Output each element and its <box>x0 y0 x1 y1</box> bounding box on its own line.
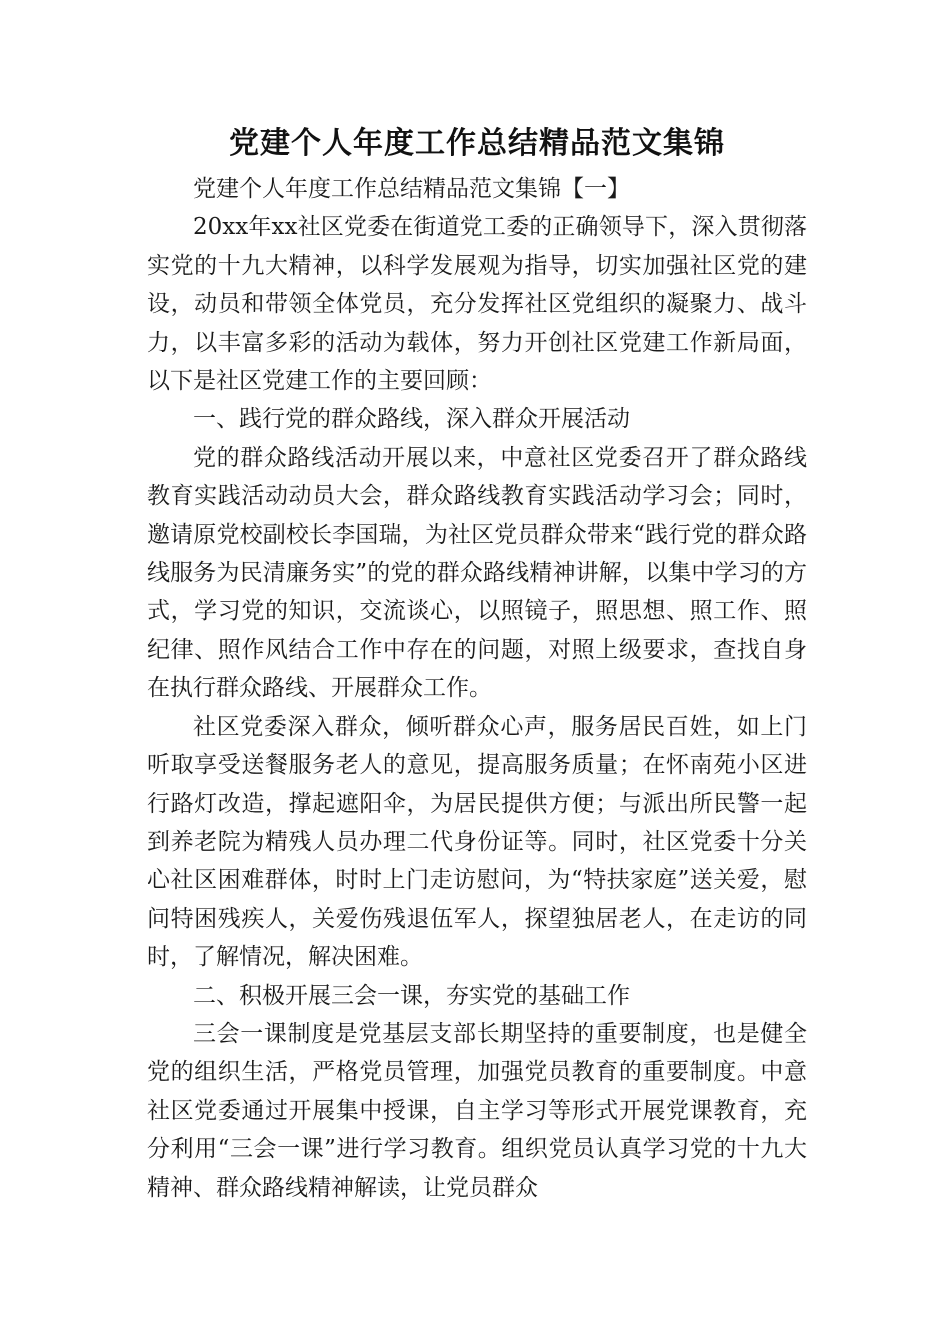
paragraph-intro: 20xx年xx社区党委在街道党工委的正确领导下，深入贯彻落实党的十九大精神，以科学发展观为指导，切实加强社区党的建设，动员和带领全体党员，充分发挥社区党组织的凝聚力、战斗力，以丰富多彩的活动为载体，努力开创社区党建工作新局面，以下是社区党建工作的主要回顾： <box>147 214 807 395</box>
paragraph-heading-two: 二、积极开展三会一课，夯实党的基础工作 <box>193 982 630 1009</box>
paragraph-heading-one: 一、践行党的群众路线，深入群众开展活动 <box>193 406 630 433</box>
paragraph-section-heading: 党建个人年度工作总结精品范文集锦【一】 <box>193 176 630 202</box>
paragraph-community-service: 社区党委深入群众，倾听群众心声，服务居民百姓，如上门听取享受送餐服务老人的意见，提高服务质量；在怀南苑小区进行路灯改造，撑起遮阳伞，为居民提供方便；与派出所民警一起到养老院为精残人员办理二代身份证等。同时，社区党委十分关心社区困难群体，时时上门走访慰问，为“特扶家庭”送关爱，慰问特困残疾人，关爱伤残退伍军人，探望独居老人，在走访的同时，了解情况，解决困难。 <box>147 713 807 971</box>
document-title: 党建个人年度工作总结精品范文集锦 <box>229 126 725 161</box>
paragraph-mass-line-activities: 党的群众路线活动开展以来，中意社区党委召开了群众路线教育实践活动动员大会，群众路线教育实践活动学习会；同时，邀请原党校副校长李国瑞，为社区党员群众带来“践行党的群众路线服务为民清廉务实”的党的群众路线精神讲解，以集中学习的方式，学习党的知识，交流谈心，以照镜子，照思想、照工作、照纪律、照作风结合工作中存在的问题，对照上级要求，查找自身在执行群众路线、开展群众工作。 <box>147 444 807 702</box>
paragraph-three-meetings: 三会一课制度是党基层支部长期坚持的重要制度，也是健全党的组织生活，严格党员管理，加强党员教育的重要制度。中意社区党委通过开展集中授课，自主学习等形式开展党课教育，充分利用“三会一课”进行学习教育。组织党员认真学习党的十九大精神、群众路线精神解读，让党员群众 <box>147 1020 807 1201</box>
document-page <box>147 118 807 1207</box>
